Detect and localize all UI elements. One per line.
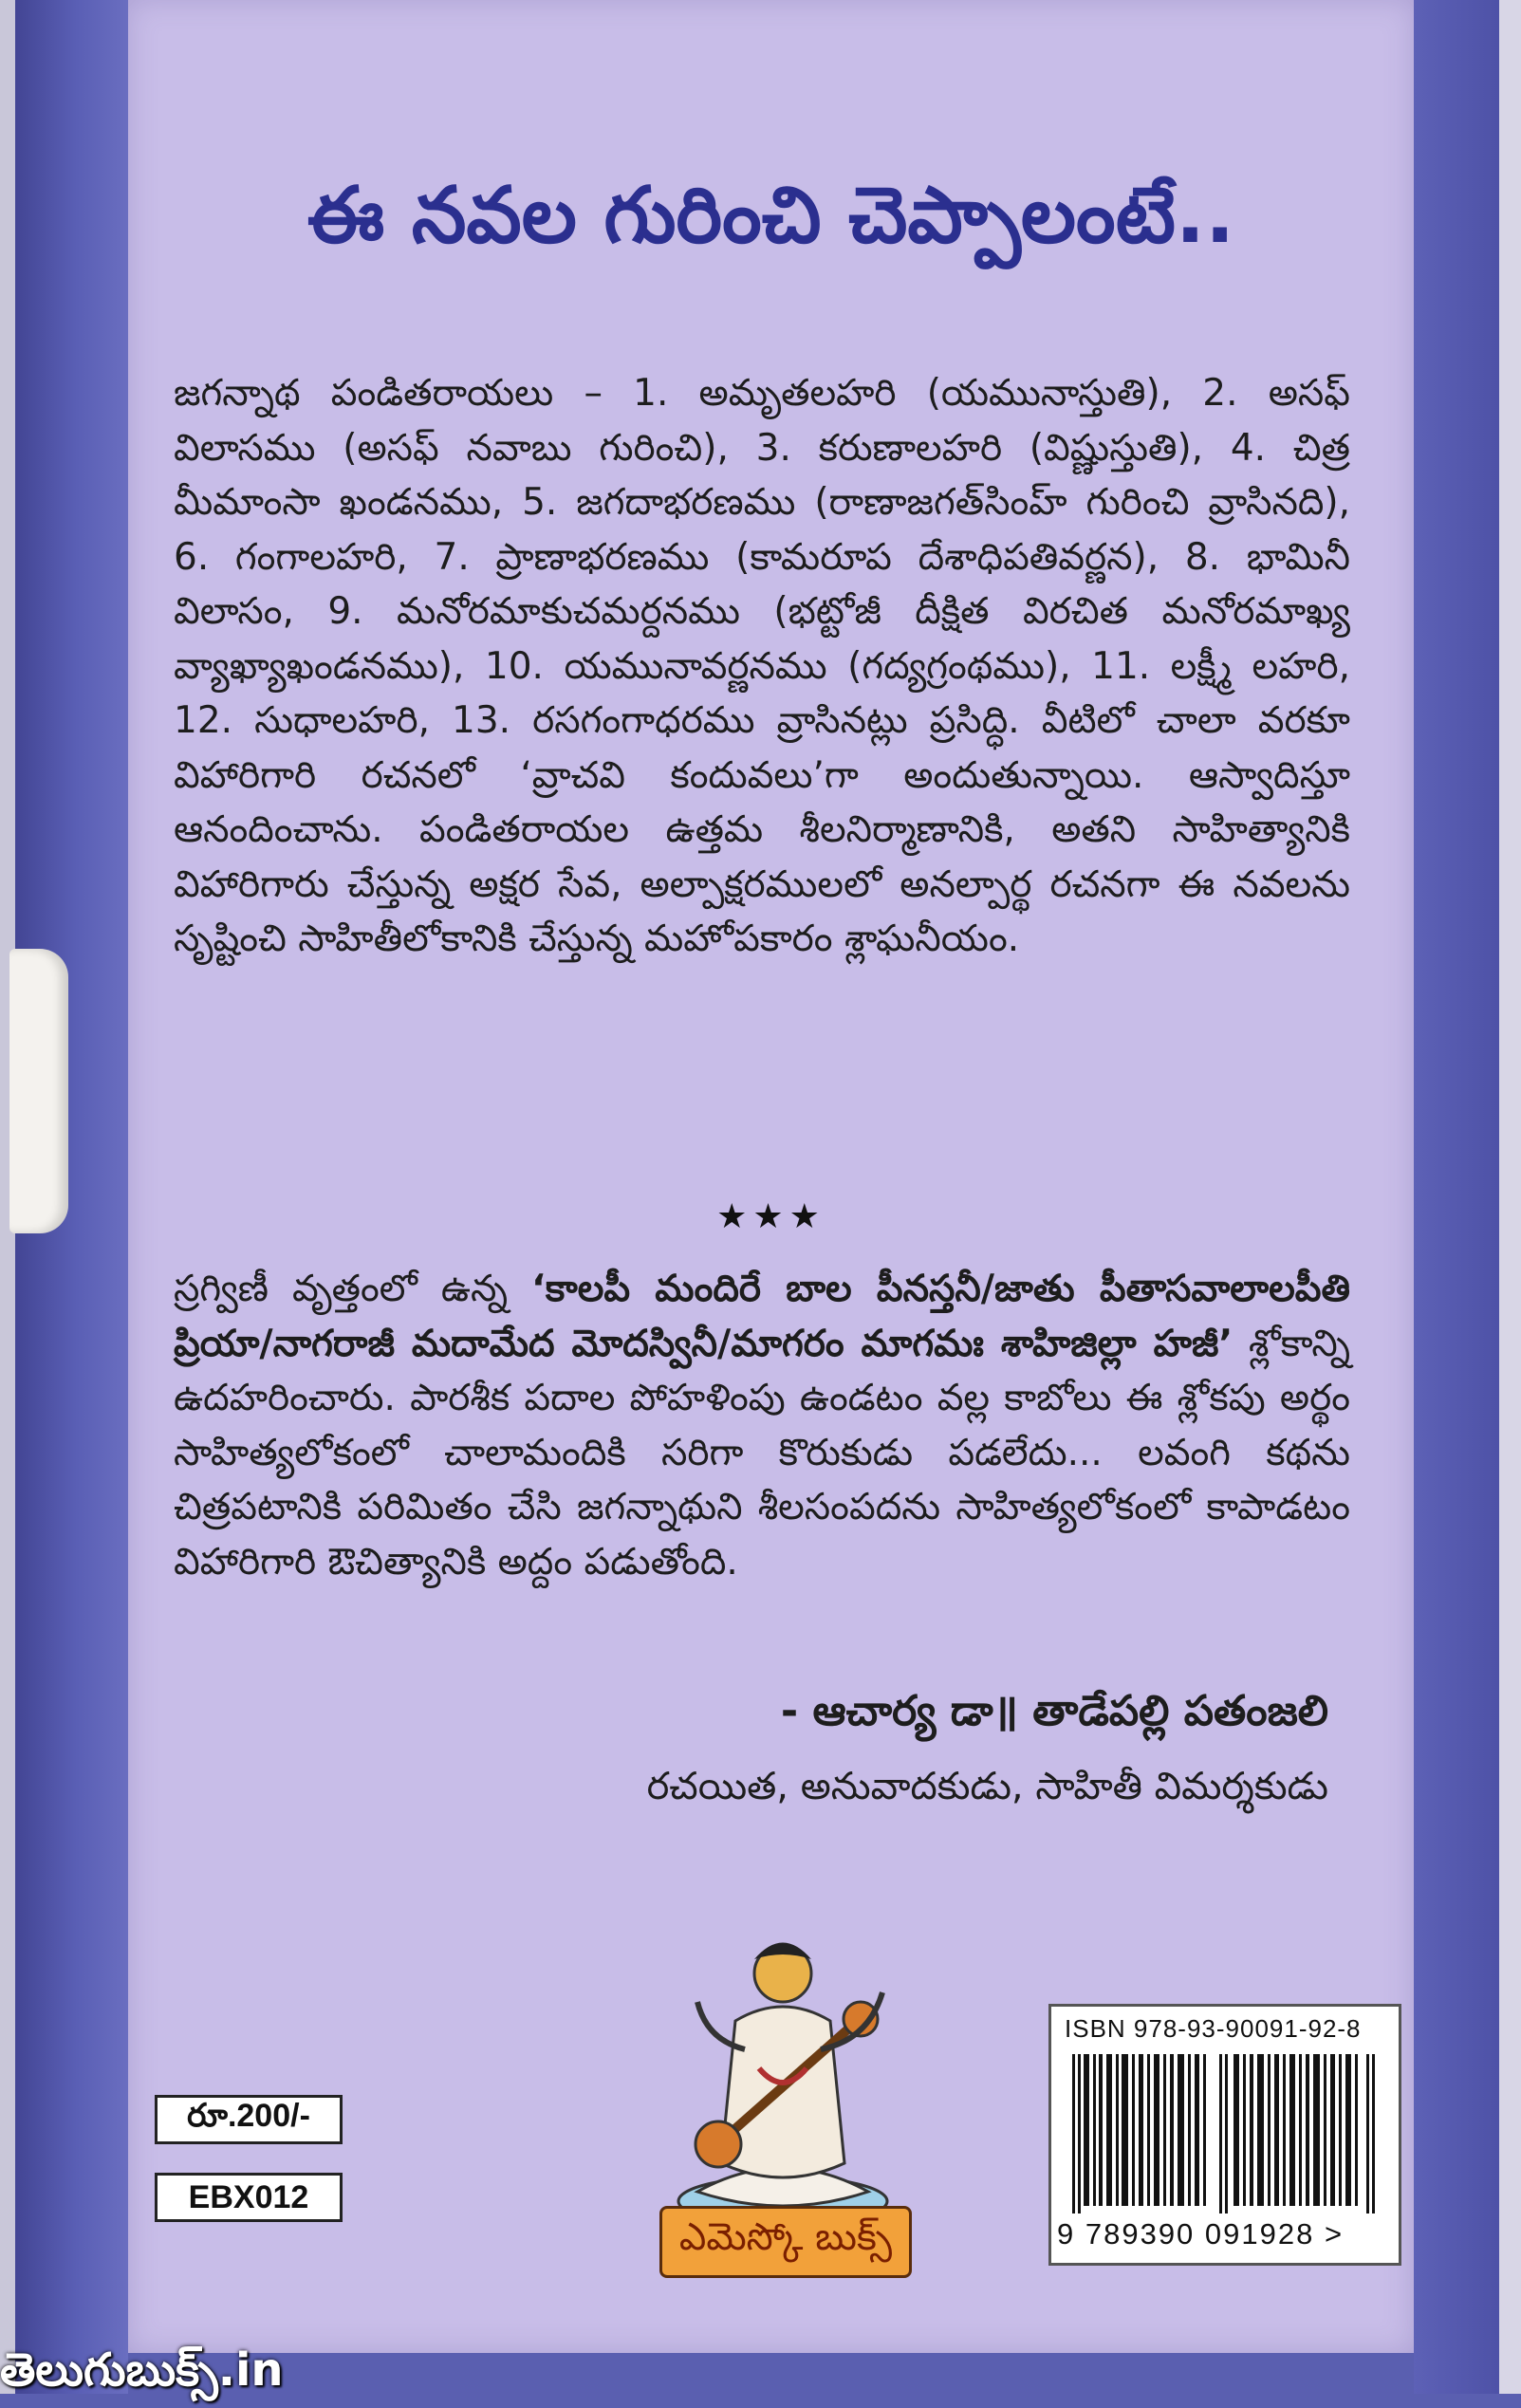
review-paragraph-2: [174, 1262, 1350, 1589]
barcode-icon: [1072, 2054, 1378, 2214]
book-code-label: EBX012: [155, 2173, 343, 2222]
back-cover: [128, 0, 1414, 2353]
barcode-number: 9 789390 091928 >: [1057, 2217, 1345, 2251]
isbn-number: ISBN 978-93-90091-92-8: [1065, 2014, 1362, 2043]
reviewer-signature: - ఆచార్య డా॥ తాడేపల్లి పతంజలి: [780, 1687, 1328, 1735]
right-page-edge: [1499, 0, 1521, 2394]
paragraph-2-intro: స్రగ్విణీ వృత్తంలో ఉన్న: [174, 1268, 532, 1310]
section-separator: ★★★: [716, 1197, 825, 1236]
cover-heading: ఈ నవల గురించి చెప్పాలంటే..: [306, 171, 1235, 261]
site-watermark: తెలుగుబుక్స్.in: [0, 2343, 284, 2397]
isbn-barcode-box: [1048, 2004, 1401, 2266]
price-label: రూ.200/-: [155, 2095, 343, 2144]
reviewer-designation: రచయిత, అనువాదకుడు, సాహితీ విమర్శకుడు: [646, 1765, 1328, 1808]
torn-paper-edge: [9, 949, 68, 1233]
review-paragraph-1: జగన్నాథ పండితరాయలు – 1. అమృతలహరి (యమునాస్తుతి), 2. అసఫ్ విలాసము (అసఫ్ నవాబు గురించి), 3. కరుణాలహరి (విష్ణుస్తుతి), 4. చిత్ర మీమాంసా ఖండనము, 5. జగదాభరణము (రాణాజగత్‌సింహ్ గురించి వ్రాసినది), 6. గంగాలహరి, 7. ప్రాణాభరణము (కామరూప దేశాధిపతివర్ణన), 8. భామినీ విలాసం, 9. మనోరమాకుచమర్దనము (భట్టోజీ దీక్షిత విరచిత మనోరమాఖ్య వ్యాఖ్యాఖండనము), 10. యమునావర్ణనము (గద్యగ్రంథము), 11. లక్ష్మీ లహరి, 12. సుధాలహరి, 13. రసగంగాధరము వ్రాసినట్లు ప్రసిద్ధి. వీటిలో చాలా వరకూ విహారిగారి రచనలో ‘వ్రాచవి కందువలు’గా అందుతున్నాయి. ఆస్వాదిస్తూ ఆనందించాను. పండితరాయల ఉత్తమ శీలనిర్మాణానికి, అతని సాహిత్యానికి విహారిగారు చేస్తున్న అక్షర సేవ, అల్పాక్షరములలో అనల్పార్థ రచనగా ఈ నవలను సృష్టించి సాహితీలోకానికి చేస్తున్న మహోపకారం శ్లాఘనీయం.: [174, 372, 1350, 960]
paragraph-2-rest: శ్లోకాన్ని ఉదహరించారు. పారశీక పదాల పోహళింపు ఉండటం వల్ల కాబోలు ఈ శ్లోకపు అర్థం సాహిత్యలోకంలో చాలామందికి సరిగా కొరుకుడు పడలేదు... లవంగి కథను చిత్రపటానికి పరిమితం చేసి జగన్నాథుని శీలసంపదను సాహిత్యలోకంలో కాపాడటం విహారిగారి ఔచిత్యానికి అద్దం పడుతోంది.: [174, 1322, 1350, 1584]
quoted-verse: ‘కాలపీ మందిరే బాల పీనస్తనీ/జాతు పీతాసవాలాలపీతి ప్రియా/నాగరాజీ మదామేద మోదస్వినీ/మాగరం మాగమః శాహిజిల్లా హజీ’: [174, 1268, 1350, 1365]
publisher-logo: ఎమెస్కో బుక్స్: [659, 2206, 912, 2278]
